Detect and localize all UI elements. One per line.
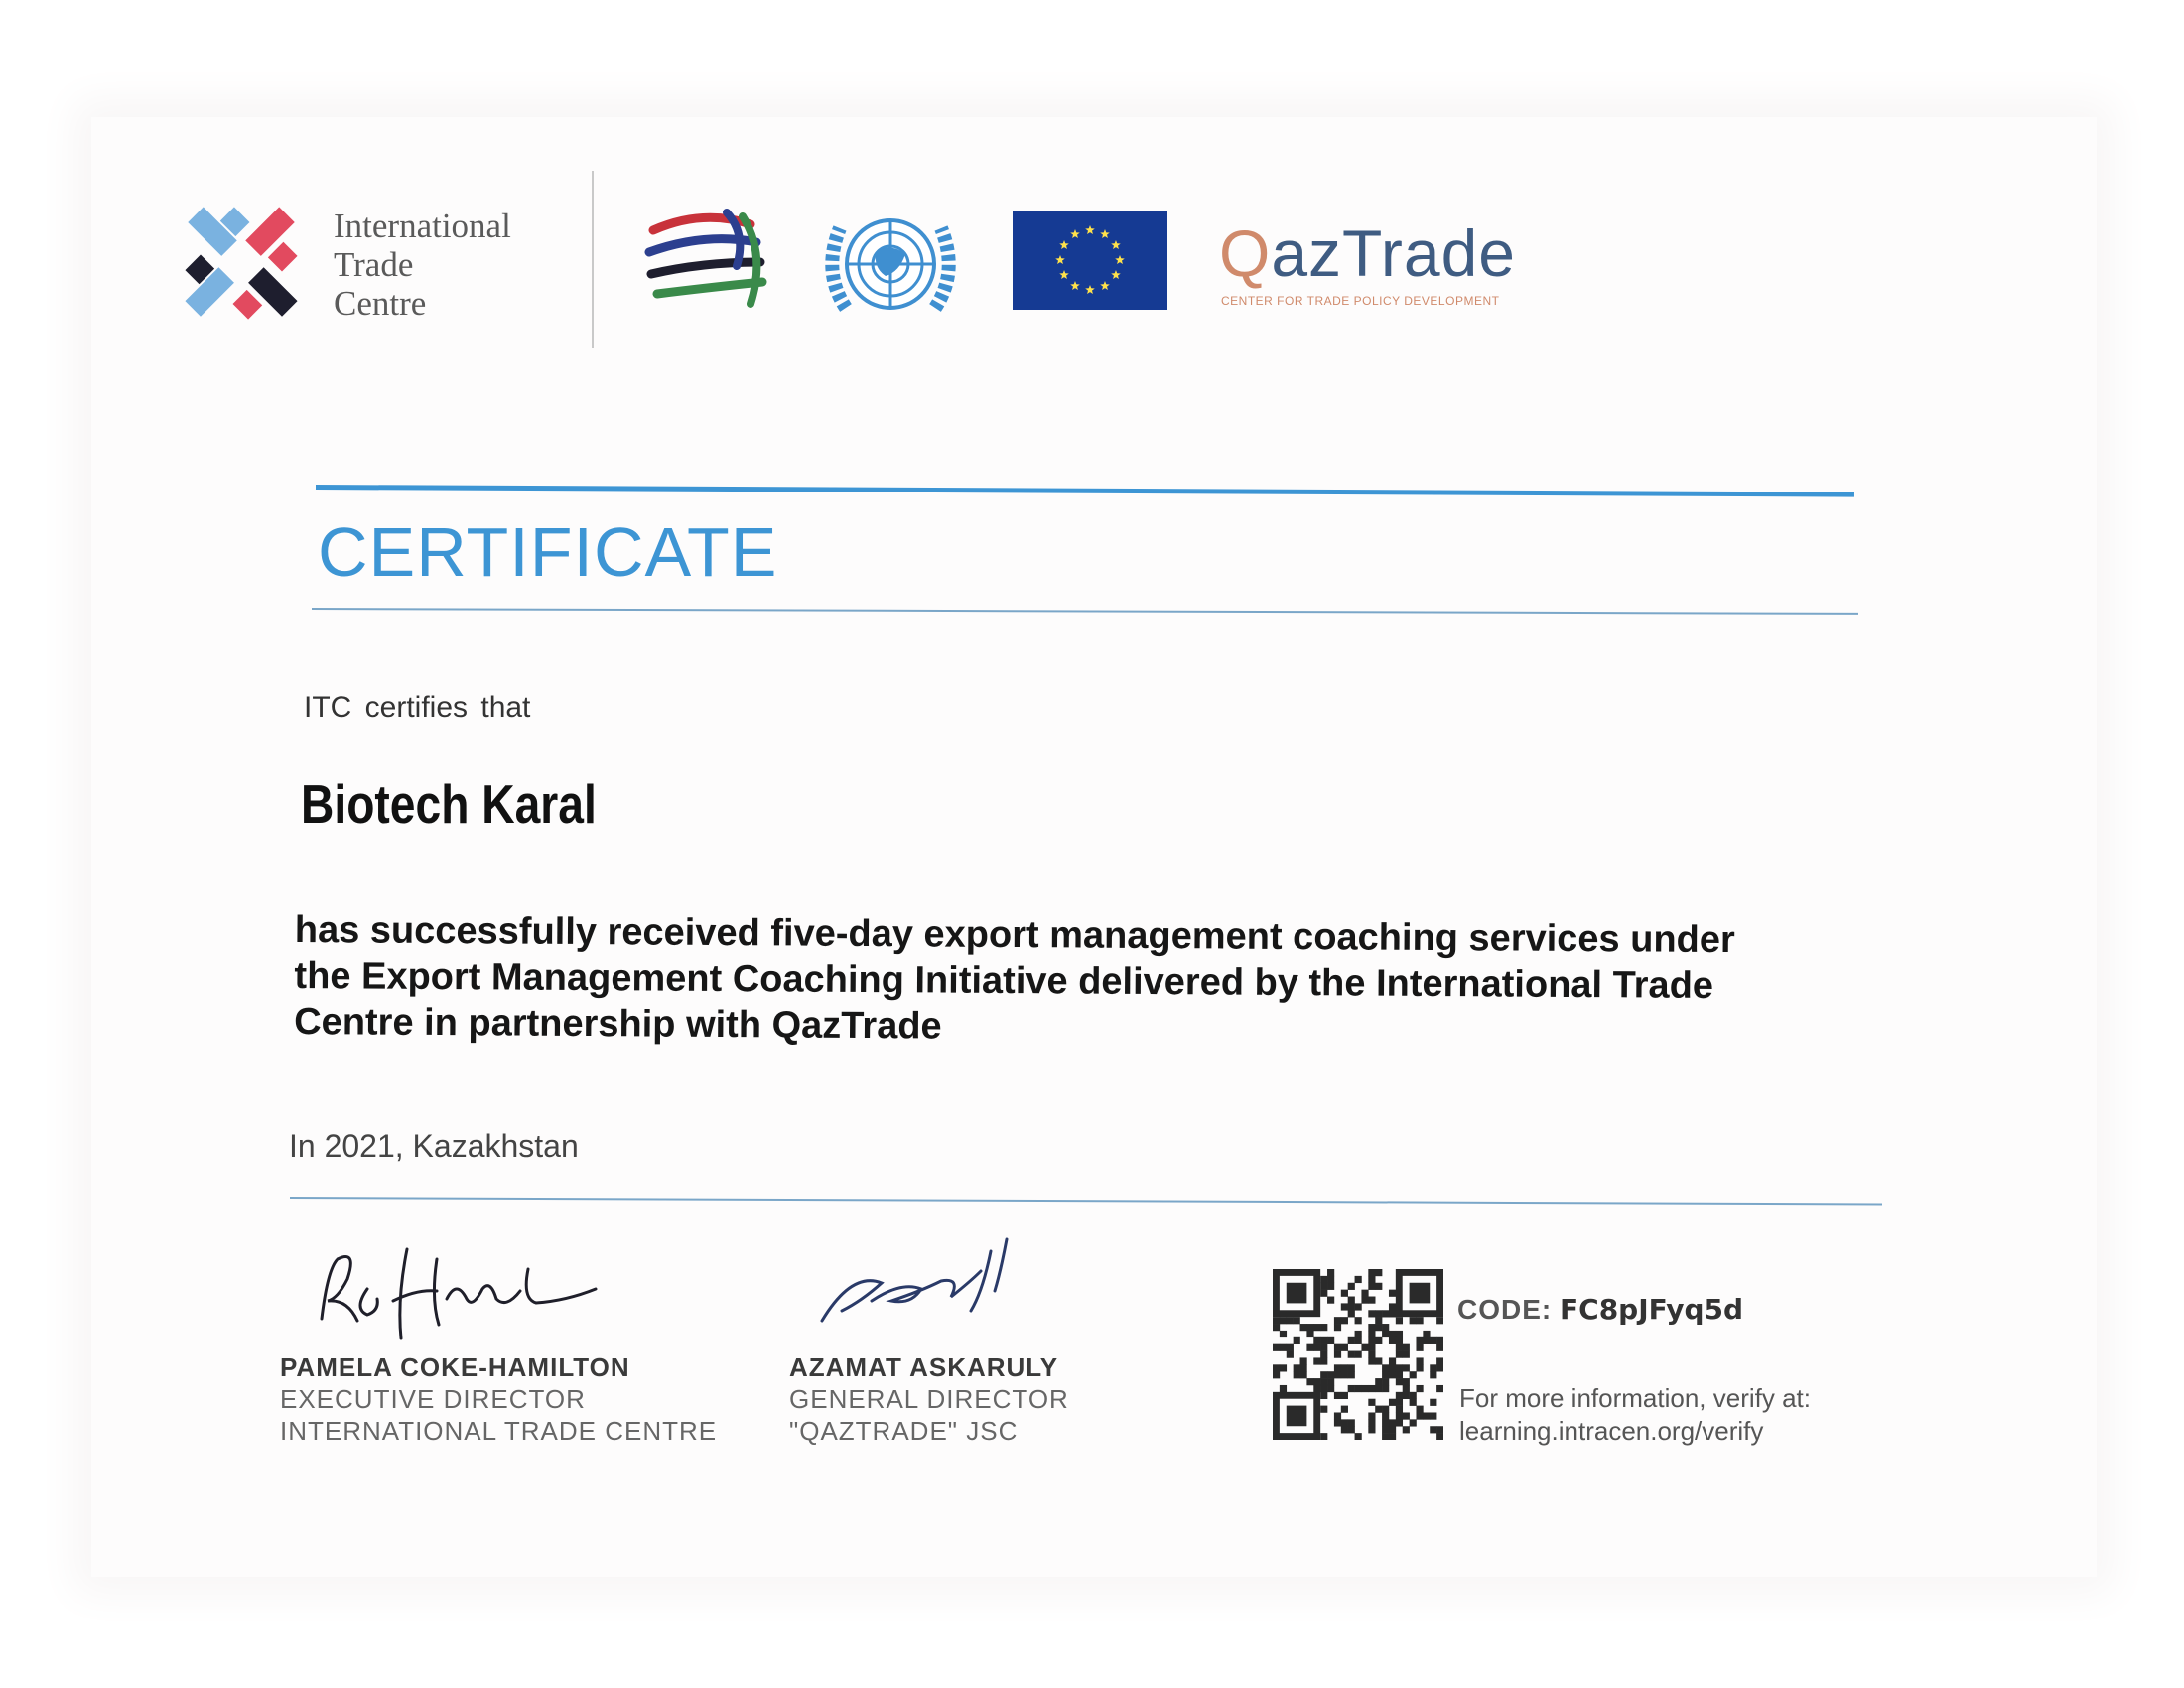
certifies-text: ITC certifies that xyxy=(304,691,531,724)
qr-module xyxy=(1348,1283,1355,1290)
qr-module xyxy=(1361,1344,1368,1351)
qr-module xyxy=(1348,1371,1355,1378)
qr-module xyxy=(1294,1317,1300,1324)
qr-module xyxy=(1368,1351,1375,1358)
location-date: In 2021, Kazakhstan xyxy=(289,1128,579,1164)
qr-module xyxy=(1403,1392,1410,1399)
qr-module xyxy=(1368,1269,1375,1276)
qr-module xyxy=(1334,1324,1341,1331)
qr-module xyxy=(1382,1371,1389,1378)
qr-module xyxy=(1382,1426,1389,1433)
qr-module xyxy=(1348,1426,1355,1433)
qr-module xyxy=(1375,1357,1382,1364)
qr-module xyxy=(1355,1337,1362,1344)
qr-module xyxy=(1430,1371,1436,1378)
qr-module xyxy=(1320,1406,1327,1413)
qr-module xyxy=(1348,1364,1355,1371)
qr-module xyxy=(1306,1331,1313,1337)
qr-module xyxy=(1368,1419,1375,1426)
qr-module xyxy=(1300,1357,1307,1364)
signatory-qaztrade-role: GENERAL DIRECTOR xyxy=(789,1384,1069,1414)
qr-module xyxy=(1327,1337,1334,1344)
qr-module xyxy=(1348,1297,1355,1304)
qr-module xyxy=(1320,1283,1327,1290)
qr-module xyxy=(1341,1344,1348,1351)
qr-module xyxy=(1327,1276,1334,1283)
wto-logo xyxy=(643,205,772,320)
qr-module xyxy=(1306,1378,1313,1385)
qr-module xyxy=(1348,1351,1355,1358)
signatory-itc-name: PAMELA COKE-HAMILTON xyxy=(280,1352,630,1382)
qr-module xyxy=(1355,1331,1362,1337)
qr-module xyxy=(1334,1419,1341,1426)
qr-module xyxy=(1300,1371,1307,1378)
qr-module xyxy=(1430,1364,1436,1371)
signature-1 xyxy=(298,1229,615,1348)
qr-module xyxy=(1320,1392,1327,1399)
qr-module xyxy=(1396,1371,1403,1378)
qr-module xyxy=(1410,1399,1417,1406)
qr-module xyxy=(1403,1364,1410,1371)
qr-module xyxy=(1368,1276,1375,1283)
qr-module xyxy=(1334,1392,1341,1399)
qr-module xyxy=(1341,1371,1348,1378)
itc-logo-line2: Trade xyxy=(334,245,414,284)
code-value: FC8pJFyq5d xyxy=(1560,1293,1744,1326)
verification-info xyxy=(1459,1382,1811,1448)
qr-module xyxy=(1327,1385,1334,1392)
qr-module xyxy=(1436,1357,1443,1364)
qr-module xyxy=(1334,1364,1341,1371)
body-line-3: Centre in partnership with QazTrade xyxy=(294,1000,942,1048)
qr-module xyxy=(1368,1310,1375,1317)
qr-module xyxy=(1403,1344,1410,1351)
itc-logo-line1: International xyxy=(334,207,511,245)
qr-module xyxy=(1416,1337,1423,1344)
qr-module xyxy=(1382,1419,1389,1426)
qr-module xyxy=(1430,1412,1436,1419)
qr-module xyxy=(1389,1426,1396,1433)
qr-module xyxy=(1327,1371,1334,1378)
qr-module xyxy=(1389,1337,1396,1344)
qr-module xyxy=(1327,1269,1334,1276)
qr-module xyxy=(1389,1364,1396,1371)
qr-module xyxy=(1382,1310,1389,1317)
qr-module xyxy=(1341,1392,1348,1399)
qr-module xyxy=(1320,1276,1327,1283)
qr-module xyxy=(1389,1310,1396,1317)
qr-module xyxy=(1375,1310,1382,1317)
qr-module xyxy=(1355,1385,1362,1392)
qr-module xyxy=(1294,1337,1300,1344)
logo-divider xyxy=(592,171,594,348)
qr-module xyxy=(1348,1310,1355,1317)
qr-module xyxy=(1416,1317,1423,1324)
qr-module xyxy=(1287,1344,1294,1351)
code-label: CODE: xyxy=(1457,1294,1553,1325)
qr-module xyxy=(1403,1385,1410,1392)
qr-module xyxy=(1280,1385,1287,1392)
qr-module xyxy=(1368,1283,1375,1290)
qr-module xyxy=(1306,1324,1313,1331)
qr-module xyxy=(1334,1351,1341,1358)
qr-module xyxy=(1368,1399,1375,1406)
qr-module xyxy=(1320,1357,1327,1364)
qr-module xyxy=(1382,1331,1389,1337)
qr-module xyxy=(1389,1303,1396,1310)
qr-module xyxy=(1334,1412,1341,1419)
qr-module xyxy=(1410,1283,1431,1304)
qr-module xyxy=(1389,1371,1396,1378)
qr-module xyxy=(1368,1426,1375,1433)
qr-module xyxy=(1320,1344,1327,1351)
qr-module xyxy=(1320,1371,1327,1378)
qr-module xyxy=(1313,1324,1320,1331)
qr-module xyxy=(1382,1385,1389,1392)
qr-module xyxy=(1416,1364,1423,1371)
qr-module xyxy=(1361,1290,1368,1297)
qr-module xyxy=(1423,1337,1430,1344)
qr-module xyxy=(1313,1344,1320,1351)
qr-module xyxy=(1341,1406,1348,1413)
qr-module xyxy=(1436,1317,1443,1324)
qr-module xyxy=(1396,1344,1403,1351)
signatory-qaztrade-org: "QAZTRADE" JSC xyxy=(789,1416,1019,1446)
qr-module xyxy=(1396,1364,1403,1371)
qr-module xyxy=(1416,1357,1423,1364)
qr-module xyxy=(1396,1378,1403,1385)
qr-module xyxy=(1416,1406,1423,1413)
qr-module xyxy=(1306,1344,1313,1351)
qr-module xyxy=(1273,1344,1280,1351)
signatory-qaztrade xyxy=(789,1351,1069,1447)
qr-module xyxy=(1382,1412,1389,1419)
qr-module xyxy=(1403,1351,1410,1358)
qr-module xyxy=(1280,1344,1287,1351)
qr-module xyxy=(1410,1419,1417,1426)
qr-module xyxy=(1348,1385,1355,1392)
qr-module xyxy=(1287,1317,1294,1324)
signatory-itc xyxy=(280,1351,717,1447)
qr-module xyxy=(1327,1283,1334,1290)
qr-module xyxy=(1389,1399,1396,1406)
qr-module xyxy=(1410,1371,1417,1378)
qr-module xyxy=(1375,1283,1382,1290)
qr-module xyxy=(1368,1331,1375,1337)
qr-module xyxy=(1341,1419,1348,1426)
qr-module xyxy=(1436,1364,1443,1371)
qr-module xyxy=(1313,1357,1320,1364)
qr-module xyxy=(1375,1317,1382,1324)
qr-module xyxy=(1273,1317,1280,1324)
qr-module xyxy=(1423,1331,1430,1337)
qr-module xyxy=(1396,1406,1403,1413)
verification-code xyxy=(1457,1293,1743,1326)
qr-module xyxy=(1320,1290,1327,1297)
qr-module xyxy=(1348,1419,1355,1426)
qr-module xyxy=(1396,1337,1403,1344)
qr-module xyxy=(1361,1385,1368,1392)
qr-module xyxy=(1280,1317,1287,1324)
signatory-itc-org: INTERNATIONAL TRADE CENTRE xyxy=(280,1416,718,1446)
itc-logo-text xyxy=(334,207,511,323)
eu-flag xyxy=(1013,211,1167,310)
qr-module xyxy=(1382,1378,1389,1385)
qr-module xyxy=(1375,1378,1382,1385)
qr-module xyxy=(1294,1364,1300,1371)
qr-module xyxy=(1396,1351,1403,1358)
qr-module xyxy=(1320,1337,1327,1344)
qr-module xyxy=(1403,1426,1410,1433)
qr-module xyxy=(1280,1331,1287,1337)
qr-module xyxy=(1334,1371,1341,1378)
signature-2 xyxy=(812,1231,1040,1340)
itc-logo-mark xyxy=(167,189,316,338)
qr-module xyxy=(1334,1344,1341,1351)
qr-module xyxy=(1287,1406,1307,1427)
un-emblem xyxy=(816,203,965,330)
qr-module xyxy=(1327,1297,1334,1304)
qr-module xyxy=(1436,1433,1443,1440)
qr-module xyxy=(1375,1337,1382,1344)
qr-module xyxy=(1382,1364,1389,1371)
qr-module xyxy=(1341,1290,1348,1297)
qr-module xyxy=(1436,1344,1443,1351)
qr-module xyxy=(1382,1324,1389,1331)
qr-module xyxy=(1389,1331,1396,1337)
qr-module xyxy=(1355,1351,1362,1358)
qr-module xyxy=(1368,1412,1375,1419)
qr-module xyxy=(1368,1324,1375,1331)
qr-code xyxy=(1273,1269,1443,1440)
qr-module xyxy=(1396,1399,1403,1406)
qr-module xyxy=(1348,1303,1355,1310)
qr-module xyxy=(1341,1426,1348,1433)
qr-module xyxy=(1430,1399,1436,1406)
qaztrade-logo-text xyxy=(1219,218,1516,288)
qr-module xyxy=(1436,1337,1443,1344)
signatory-qaztrade-name: AZAMAT ASKARULY xyxy=(789,1352,1059,1382)
qr-module xyxy=(1287,1283,1307,1304)
verify-info-line1: For more information, verify at: xyxy=(1459,1383,1811,1413)
qr-module xyxy=(1273,1371,1280,1378)
qr-module xyxy=(1410,1392,1417,1399)
qr-module xyxy=(1320,1378,1327,1385)
qr-module xyxy=(1396,1317,1403,1324)
qr-module xyxy=(1313,1337,1320,1344)
qr-module xyxy=(1396,1419,1403,1426)
qr-module xyxy=(1341,1364,1348,1371)
qr-module xyxy=(1416,1385,1423,1392)
qr-module xyxy=(1273,1364,1280,1371)
qr-module xyxy=(1341,1303,1348,1310)
qr-module xyxy=(1320,1324,1327,1331)
body-line-2: the Export Management Coaching Initiative delivered by the International Trade xyxy=(294,954,1714,1007)
qr-module xyxy=(1320,1351,1327,1358)
qr-module xyxy=(1436,1385,1443,1392)
qr-module xyxy=(1368,1385,1375,1392)
qr-module xyxy=(1375,1385,1382,1392)
qaztrade-logo-q: Q xyxy=(1219,216,1272,290)
qr-module xyxy=(1389,1419,1396,1426)
qr-module xyxy=(1327,1378,1334,1385)
qr-module xyxy=(1396,1331,1403,1337)
qr-module xyxy=(1396,1392,1403,1399)
qr-module xyxy=(1361,1297,1368,1304)
qr-module xyxy=(1320,1385,1327,1392)
qr-module xyxy=(1430,1426,1436,1433)
qr-module xyxy=(1287,1351,1294,1358)
qr-module xyxy=(1375,1324,1382,1331)
qr-module xyxy=(1436,1426,1443,1433)
qr-module xyxy=(1430,1337,1436,1344)
qr-module xyxy=(1355,1433,1362,1440)
qr-module xyxy=(1320,1433,1327,1440)
qr-module xyxy=(1382,1433,1389,1440)
qr-module xyxy=(1416,1412,1423,1419)
qr-module xyxy=(1403,1412,1410,1419)
qr-module xyxy=(1389,1433,1396,1440)
qr-module xyxy=(1368,1337,1375,1344)
certificate-body xyxy=(294,908,1923,1055)
recipient-name: Biotech Karal xyxy=(301,774,597,835)
qr-module xyxy=(1368,1297,1375,1304)
qr-module xyxy=(1313,1378,1320,1385)
qr-module xyxy=(1341,1317,1348,1324)
qr-module xyxy=(1355,1303,1362,1310)
qr-module xyxy=(1348,1337,1355,1344)
qr-module xyxy=(1389,1290,1396,1297)
qr-module xyxy=(1410,1317,1417,1324)
body-line-1: has successfully received five-day export management coaching services under xyxy=(294,909,1735,962)
qr-module xyxy=(1300,1324,1307,1331)
qr-module xyxy=(1368,1357,1375,1364)
qr-module xyxy=(1368,1344,1375,1351)
qr-module xyxy=(1389,1357,1396,1364)
qr-module xyxy=(1355,1276,1362,1283)
qr-module xyxy=(1375,1269,1382,1276)
qr-module xyxy=(1403,1378,1410,1385)
qr-module xyxy=(1375,1406,1382,1413)
certificate-title: CERTIFICATE xyxy=(318,513,778,591)
qr-module xyxy=(1355,1317,1362,1324)
qr-module xyxy=(1334,1317,1341,1324)
qr-module xyxy=(1313,1385,1320,1392)
qr-module xyxy=(1280,1364,1287,1371)
qaztrade-logo-subtitle: CENTER FOR TRADE POLICY DEVELOPMENT xyxy=(1221,294,1500,308)
qaztrade-logo-rest: azTrade xyxy=(1271,216,1517,290)
qr-module xyxy=(1396,1412,1403,1419)
itc-logo-line3: Centre xyxy=(334,284,427,323)
qr-module xyxy=(1423,1412,1430,1419)
signatory-itc-role: EXECUTIVE DIRECTOR xyxy=(280,1384,586,1414)
qr-module xyxy=(1273,1324,1280,1331)
qr-module xyxy=(1300,1364,1307,1371)
qr-module xyxy=(1294,1371,1300,1378)
verify-url: learning.intracen.org/verify xyxy=(1459,1416,1764,1446)
qr-module xyxy=(1416,1344,1423,1351)
qr-module xyxy=(1382,1406,1389,1413)
